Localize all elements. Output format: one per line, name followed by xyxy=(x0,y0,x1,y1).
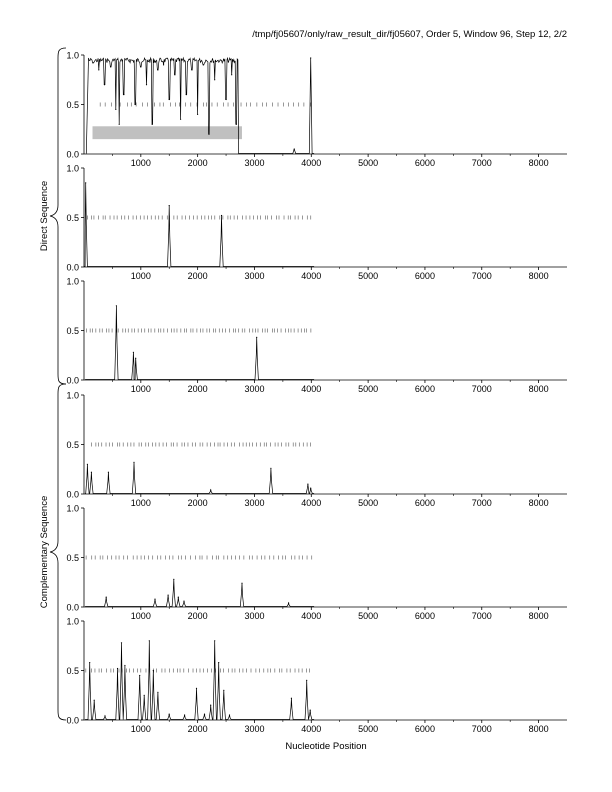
x-tick-label: 7000 xyxy=(471,498,492,508)
x-tick-label: 5000 xyxy=(358,158,379,168)
series-peak xyxy=(178,597,179,598)
x-tick-label: 8000 xyxy=(528,271,549,281)
series-line xyxy=(85,641,314,720)
series-peak xyxy=(91,472,92,473)
panel-direct-2 xyxy=(66,164,567,282)
x-tick-label: 7000 xyxy=(471,271,492,281)
series-peak xyxy=(108,472,109,473)
x-tick-label: 1000 xyxy=(130,158,151,168)
y-tick-label: 0.0 xyxy=(66,602,79,613)
x-tick-label: 3000 xyxy=(244,611,265,621)
complementary-sequence-label: Complementary Sequence xyxy=(39,495,50,609)
series-peak xyxy=(98,69,99,70)
x-tick-label: 2000 xyxy=(187,611,208,621)
y-tick-label: 0.0 xyxy=(66,489,79,500)
highlight-band xyxy=(93,126,242,139)
series-peak xyxy=(180,119,181,120)
series-peak xyxy=(144,695,145,696)
x-tick-label: 5000 xyxy=(358,384,379,394)
series-peak xyxy=(191,69,192,70)
series-peak xyxy=(124,665,125,666)
y-tick-label: 0.0 xyxy=(66,262,79,273)
series-peak xyxy=(135,104,136,105)
series-peak xyxy=(117,668,118,669)
series-peak xyxy=(152,124,153,125)
x-tick-label: 7000 xyxy=(471,158,492,168)
y-tick-label: 0.5 xyxy=(66,326,79,336)
y-tick-label: 1.0 xyxy=(66,390,79,401)
panel-direct-1 xyxy=(66,51,567,169)
series-peak xyxy=(135,358,136,359)
y-tick-label: 0.5 xyxy=(66,100,79,110)
series-peak xyxy=(169,714,170,715)
series-peak xyxy=(168,595,169,596)
series-peak xyxy=(106,597,107,598)
x-tick-label: 8000 xyxy=(528,384,549,394)
x-tick-label: 4000 xyxy=(301,724,322,734)
series-line xyxy=(86,58,314,154)
series-peak xyxy=(153,670,154,671)
x-tick-label: 2000 xyxy=(187,271,208,281)
series-peak xyxy=(146,84,147,85)
series-peak xyxy=(291,698,292,699)
series-peak xyxy=(310,488,311,489)
x-tick-label: 8000 xyxy=(528,724,549,734)
x-tick-label: 5000 xyxy=(358,611,379,621)
series-peak xyxy=(87,464,88,465)
series-line xyxy=(85,579,314,606)
x-tick-label: 3000 xyxy=(244,271,265,281)
page-title: /tmp/fj05607/only/raw_result_dir/fj05607, Order 5, Window 96, Step 12, 2/2 xyxy=(252,29,567,40)
x-tick-label: 7000 xyxy=(471,724,492,734)
x-tick-label: 3000 xyxy=(244,384,265,394)
series-peak xyxy=(169,99,170,100)
x-tick-label: 8000 xyxy=(528,611,549,621)
x-tick-label: 6000 xyxy=(414,498,435,508)
x-tick-label: 4000 xyxy=(301,498,322,508)
x-tick-label: 7000 xyxy=(471,611,492,621)
series-peak xyxy=(184,714,185,715)
y-tick-label: 1.0 xyxy=(66,50,79,61)
x-tick-label: 6000 xyxy=(414,611,435,621)
series-peak xyxy=(288,602,289,603)
series-peak xyxy=(306,680,307,681)
y-tick-label: 1.0 xyxy=(66,276,79,287)
x-tick-label: 4000 xyxy=(301,158,322,168)
series-peak xyxy=(210,705,211,706)
x-tick-label: 4000 xyxy=(301,384,322,394)
series-peak xyxy=(231,74,232,75)
series-peak xyxy=(183,601,184,602)
panel-complementary-3 xyxy=(66,617,567,735)
x-tick-label: 3000 xyxy=(244,724,265,734)
y-tick-label: 1.0 xyxy=(66,616,79,627)
x-tick-label: 6000 xyxy=(414,271,435,281)
x-tick-label: 1000 xyxy=(130,384,151,394)
series-peak xyxy=(133,462,134,463)
series-line xyxy=(84,183,314,267)
series-peak xyxy=(214,79,215,80)
x-tick-label: 1000 xyxy=(130,271,151,281)
y-tick-label: 0.0 xyxy=(66,375,79,386)
x-tick-label: 1000 xyxy=(130,498,151,508)
series-peak xyxy=(204,714,205,715)
series-peak xyxy=(186,94,187,95)
series-peak xyxy=(110,66,111,67)
y-tick-label: 0.5 xyxy=(66,553,79,563)
series-peak xyxy=(123,94,124,95)
series-peak xyxy=(218,662,219,663)
series-peak xyxy=(197,114,198,115)
x-tick-label: 1000 xyxy=(130,611,151,621)
series-peak xyxy=(169,205,170,206)
series-peak xyxy=(133,352,134,353)
direct-sequence-label: Direct Sequence xyxy=(39,180,50,252)
series-peak xyxy=(173,579,174,580)
series-peak xyxy=(154,599,155,600)
series-peak xyxy=(119,124,120,125)
series-peak xyxy=(226,99,227,100)
series-peak xyxy=(203,64,204,65)
direct-bracket xyxy=(50,48,66,384)
x-tick-label: 4000 xyxy=(301,611,322,621)
series-peak xyxy=(94,700,95,701)
y-tick-label: 0.5 xyxy=(66,440,79,450)
panel-complementary-2 xyxy=(66,504,567,622)
series-peak xyxy=(223,690,224,691)
series-peak xyxy=(310,57,311,58)
x-tick-label: 2000 xyxy=(187,158,208,168)
x-tick-label: 2000 xyxy=(187,724,208,734)
x-axis-label: Nucleotide Position xyxy=(285,741,367,752)
x-tick-label: 7000 xyxy=(471,384,492,394)
panel-complementary-1 xyxy=(66,391,567,509)
series-peak xyxy=(104,84,105,85)
series-peak xyxy=(208,134,209,135)
x-tick-label: 5000 xyxy=(358,724,379,734)
series-peak xyxy=(307,484,308,485)
series-peak xyxy=(115,109,116,110)
series-peak xyxy=(104,715,105,716)
series-peak xyxy=(129,59,130,60)
x-tick-label: 5000 xyxy=(358,271,379,281)
panels xyxy=(66,51,567,735)
series-peak xyxy=(157,692,158,693)
x-tick-label: 2000 xyxy=(187,384,208,394)
series-peak xyxy=(214,640,215,641)
series-peak xyxy=(157,69,158,70)
x-tick-label: 2000 xyxy=(187,498,208,508)
series-peak xyxy=(229,714,230,715)
x-tick-label: 1000 xyxy=(130,724,151,734)
series-peak xyxy=(256,337,257,338)
complementary-bracket xyxy=(50,384,66,720)
y-tick-label: 1.0 xyxy=(66,163,79,174)
series-peak xyxy=(236,124,237,125)
x-tick-label: 8000 xyxy=(528,158,549,168)
series-peak xyxy=(174,74,175,75)
y-tick-label: 0.5 xyxy=(66,213,79,223)
series-peak xyxy=(85,182,86,183)
series-peak xyxy=(93,62,94,63)
x-tick-label: 6000 xyxy=(414,724,435,734)
series-peak xyxy=(221,215,222,216)
x-tick-label: 6000 xyxy=(414,384,435,394)
x-tick-label: 8000 xyxy=(528,498,549,508)
x-tick-label: 5000 xyxy=(358,498,379,508)
series-peak xyxy=(294,149,295,150)
series-peak xyxy=(310,710,311,711)
series-peak xyxy=(149,640,150,641)
x-tick-label: 4000 xyxy=(301,271,322,281)
x-tick-label: 6000 xyxy=(414,158,435,168)
panel-direct-3 xyxy=(66,277,567,395)
series-peak xyxy=(89,662,90,663)
y-tick-label: 0.5 xyxy=(66,666,79,676)
series-peak xyxy=(270,468,271,469)
series-peak xyxy=(121,642,122,643)
series-peak xyxy=(220,59,221,60)
series-line xyxy=(85,462,314,493)
series-peak xyxy=(116,305,117,306)
series-peak xyxy=(196,688,197,689)
y-tick-label: 0.0 xyxy=(66,149,79,160)
series-line xyxy=(85,306,314,380)
series-peak xyxy=(139,675,140,676)
series-peak xyxy=(210,489,211,490)
y-tick-label: 1.0 xyxy=(66,503,79,514)
y-tick-label: 0.0 xyxy=(66,715,79,726)
x-tick-label: 3000 xyxy=(244,158,265,168)
x-tick-label: 3000 xyxy=(244,498,265,508)
series-peak xyxy=(241,583,242,584)
series-peak xyxy=(140,66,141,67)
series-peak xyxy=(163,64,164,65)
